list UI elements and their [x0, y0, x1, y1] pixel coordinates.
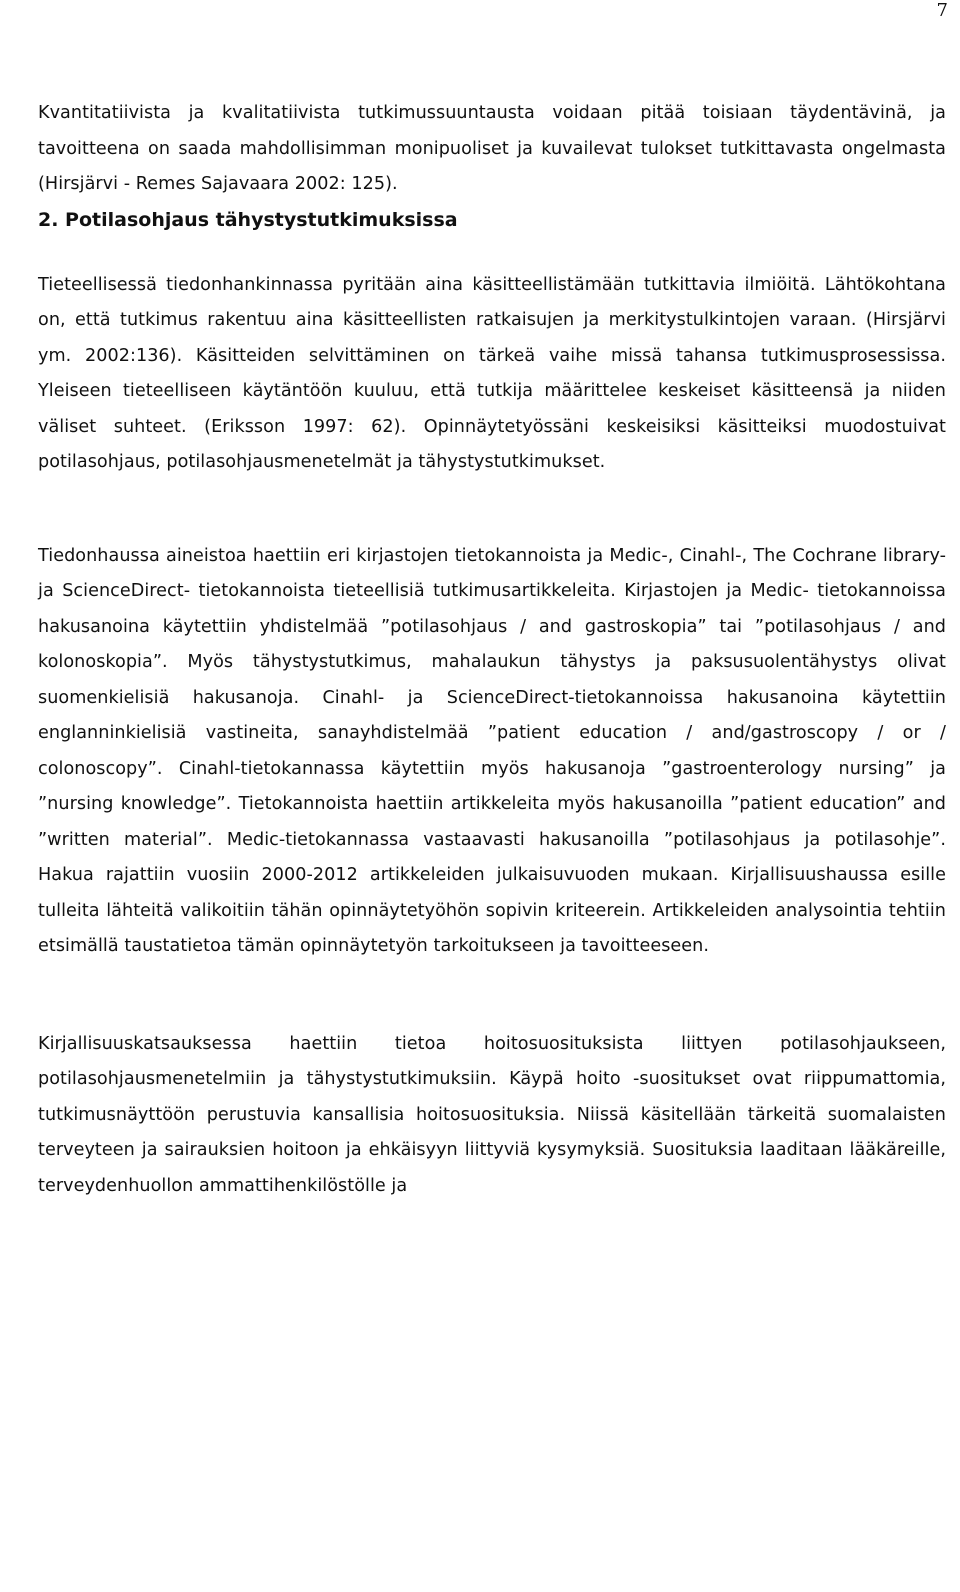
document-body	[38, 96, 946, 1204]
section-heading: 2. Potilasohjaus tähystystutkimuksissa	[38, 208, 458, 231]
intro-paragraph: Kvantitatiivista ja kvalitatiivista tutkimussuuntausta voidaan pitää toisiaan täydentävinä, ja tavoitteena on saada mahdollisimman monipuoliset ja kuvailevat tulokset tutkittavasta ongelmasta (Hirsjärvi - Remes Sajavaara 2002: 125).	[38, 103, 946, 194]
paragraph-spacer	[38, 481, 946, 539]
paragraph-literature-review: Kirjallisuuskatsauksessa haettiin tietoa hoitosuosituksista liittyen potilasohjaukseen, potilasohjausmenetelmiin ja tähystystutkimuksiin. Käypä hoito -suositukset ovat riippumattomia, tutkimusnäyttöön perustuvia kansallisia hoitosuosituksia. Niissä käsitellään tärkeitä suomalaisten terveyteen ja sairauksien hoitoon ja ehkäisyyn liittyviä kysymyksiä. Suosituksia laaditaan lääkäreille, terveydenhuollon ammattihenkilöstölle ja	[38, 1033, 946, 1196]
paragraph-concepts: Tieteellisessä tiedonhankinnassa pyritään aina käsitteellistämään tutkittavia ilmiöitä. Lähtökohtana on, että tutkimus rakentuu aina käsitteellisten ratkaisujen ja merkitystulkintojen varaan. (Hirsjärvi ym. 2002:136). Käsitteiden selvittäminen on tärkeä vaihe missä tahansa tutkimusprosessissa. Yleiseen tieteelliseen käytäntöön kuuluu, että tutkija määrittelee keskeiset käsitteensä ja niiden väliset suhteet. (Eriksson 1997: 62). Opinnäytetyössäni keskeisiksi käsitteiksi muodostuivat potilasohjaus, potilasohjausmenetelmät ja tähystystutkimukset.	[38, 274, 946, 472]
paragraph-spacer	[38, 965, 946, 1027]
paragraph-search: Tiedonhaussa aineistoa haettiin eri kirjastojen tietokannoista ja Medic-, Cinahl-, The Cochrane library- ja ScienceDirect- tietokannoista tieteellisiä tutkimusartikkeleita. Kirjastojen ja Medic- tietokannoissa hakusanoina käytettiin yhdistelmää ”potilasohjaus / and gastroskopia” tai ”potilasohjaus / and kolonoskopia”. Myös tähystystutkimus, mahalaukun tähystys ja paksusuolentähystys olivat suomenkielisiä hakusanoja. Cinahl- ja ScienceDirect-tietokannoissa hakusanoina käytettiin englanninkielisiä vastineita, sanayhdistelmää ”patient education / and/gastroscopy / or / colonoscopy”. Cinahl-tietokannassa käytettiin myös hakusanoja ”gastroenterology nursing” ja ”nursing knowledge”. Tietokannoista haettiin artikkeleita myös hakusanoilla ”patient education” and ”written material”. Medic-tietokannassa vastaavasti hakusanoilla ”potilasohjaus ja potilasohje”. Hakua rajattiin vuosiin 2000-2012 artikkeleiden julkaisuvuoden mukaan. Kirjallisuushaussa esille tulleita lähteitä valikoitiin tähän opinnäytetyöhön sopivin kriteerein. Artikkeleiden analysointia tehtiin etsimällä taustatietoa tämän opinnäytetyön tarkoitukseen ja tavoitteeseen.	[38, 545, 946, 956]
page-number: 7	[936, 0, 948, 21]
